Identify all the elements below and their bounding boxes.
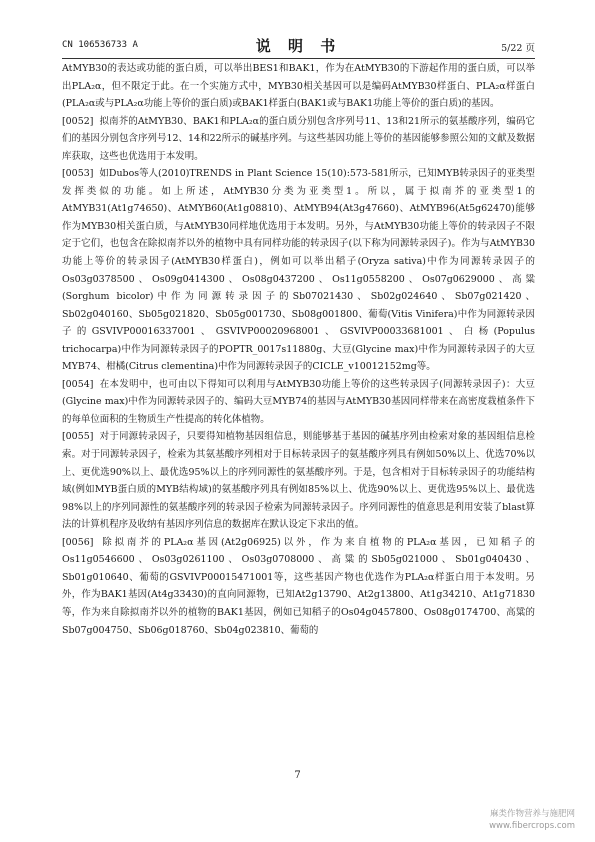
paragraph-0056: [62, 534, 535, 639]
watermark-title: 麻类作物营养与施肥网: [489, 809, 575, 819]
watermark-url: www.fibercrops.com: [489, 821, 575, 831]
paragraph-number: [0056]: [62, 536, 94, 548]
page-number: 7: [294, 770, 301, 781]
patent-number: CN 106536733 A: [62, 40, 138, 50]
paragraph-text: 如Dubos等人(2010)TRENDS in Plant Science 15(10):573-581所示，已知MYB转录因子的亚类型发挥类似的功能。如上所述，AtMYB30分类为亚类型1。所以，属于拟南芥的亚类型1的AtMYB31(At1g74650)、AtMYB60(At1g08810)、AtMYB94(At3g47660)、AtMYB96(At5g62470)能够作为MYB30相关蛋白质，与AtMYB30同样地优选用于本发明。另外，与AtMYB30功能上等价的转录因子不限定于它们，也包含在除拟南芥以外的植物中具有同样功能的转录因子(以下称为同源转录因子)。作为与AtMYB30功能上等价的转录因子(AtMYB30样蛋白)，例如可以举出稻子(Oryza sativa)中作为同源转录因子的Os03g0378500、Os09g0414300、Os08g0437200、Os11g0558200、Os07g0629000、高粱(Sorghum bicolor)中作为同源转录因子的Sb07021430、Sb02g024640、Sb07g021420、Sb02g040160、Sb05g021820、Sb05g001730、Sb08g001800、葡萄(Vitis Vinifera)中作为同源转录因子的GSVIVP00016337001、GSVIVP00020968001、GSVIVP00033681001、白杨(Populus trichocarpa)中作为同源转录因子的POPTR_0017s11880g、大豆(Glycine max)中作为同源转录因子的大豆MYB74、柑橘(Citrus clementina)中作为同源转录因子的CICLE_v10012152mg等。: [62, 168, 535, 373]
paragraph-number: [0053]: [62, 168, 94, 180]
paragraph-number: [0052]: [62, 115, 94, 127]
page-header: [62, 38, 535, 56]
document-title: 说 明 书: [255, 37, 342, 55]
paragraph-text: 除拟南芥的PLA₂α基因(At2g06925)以外，作为来自植物的PLA₂α基因，已知稻子的Os11g0546600、Os03g0261100、Os03g0708000、高粱的Sb05g021000、Sb01g040430、Sb01g010640、葡萄的GSVIVP00015471001等，这些基因产物也优选作为PLA₂α样蛋白用于本发明。另外，作为BAK1基因(At4g33430)的直向同源物，已知At2g13790、At2g13800、At1g34210、At1g71830等，作为来自除拟南芥以外的植物的BAK1基因，例如已知稻子的Os04g0457800、Os08g0174700、高粱的Sb07g004750、Sb06g018760、Sb04g023810、葡萄的: [62, 536, 535, 636]
document-body: [62, 60, 535, 639]
paragraph-text: 在本发明中，也可由以下得知可以利用与AtMYB30功能上等价的这些转录因子(同源转录因子)：大豆(Glycine max)中作为同源转录因子的、编码大豆MYB74的基因与AtMYB30基因同样带来在高密度栽植条件下的每单位面积的生物质生产性提高的转化体植物。: [62, 378, 535, 425]
page-reference: 5/22 页: [501, 43, 535, 54]
paragraph-continuation: [62, 60, 535, 113]
paragraph-text: AtMYB30的表达或功能的蛋白质，可以举出BES1和BAK1，作为在AtMYB30的下游起作用的蛋白质，可以举出PLA₂α，但不限定于此。在一个实施方式中，MYB30相关基因可以是编码AtMYB30样蛋白、PLA₂α样蛋白(PLA₂α或与PLA₂α功能上等价的蛋白质)或BAK1样蛋白(BAK1或与BAK1功能上等价的蛋白质)的基因。: [62, 63, 535, 110]
site-watermark: [489, 808, 575, 832]
header-rule: [62, 58, 535, 59]
paragraph-text: 拟南芥的AtMYB30、BAK1和PLA₂α的蛋白质分别包含序列号11、13和21所示的氨基酸序列，编码它们的基因分别包含序列号12、14和22所示的碱基序列。与这些基因功能上等价的基因能够参照公知的文献及数据库获取，这些也优选用于本发明。: [62, 115, 535, 162]
paragraph-number: [0054]: [62, 378, 94, 390]
paragraph-number: [0055]: [62, 431, 94, 443]
paragraph-0055: [62, 428, 535, 533]
paragraph-0053: [62, 165, 535, 376]
paragraph-text: 对于同源转录因子，只要得知植物基因组信息，则能够基于基因的碱基序列由检索对象的基因组信息检索。对于同源转录因子，检索为其氨基酸序列相对于目标转录因子的氨基酸序列具有例如50%以上、优选70%以上、更优选90%以上、最优选95%以上的序列同源性的氨基酸序列。于是，包含相对于目标转录因子的功能结构域(例如MYB蛋白质的MYB结构域)的氨基酸序列具有例如85%以上、优选90%以上、更优选95%以上、最优选98%以上的序列同源性的氨基酸序列的转录因子检索为同源转录因子。序列同源性的值意思是利用安装了blast算法的计算机程序及收纳有基因序列信息的数据库在默认设定下求出的值。: [62, 431, 535, 531]
paragraph-0052: [62, 113, 535, 166]
paragraph-0054: [62, 376, 535, 429]
